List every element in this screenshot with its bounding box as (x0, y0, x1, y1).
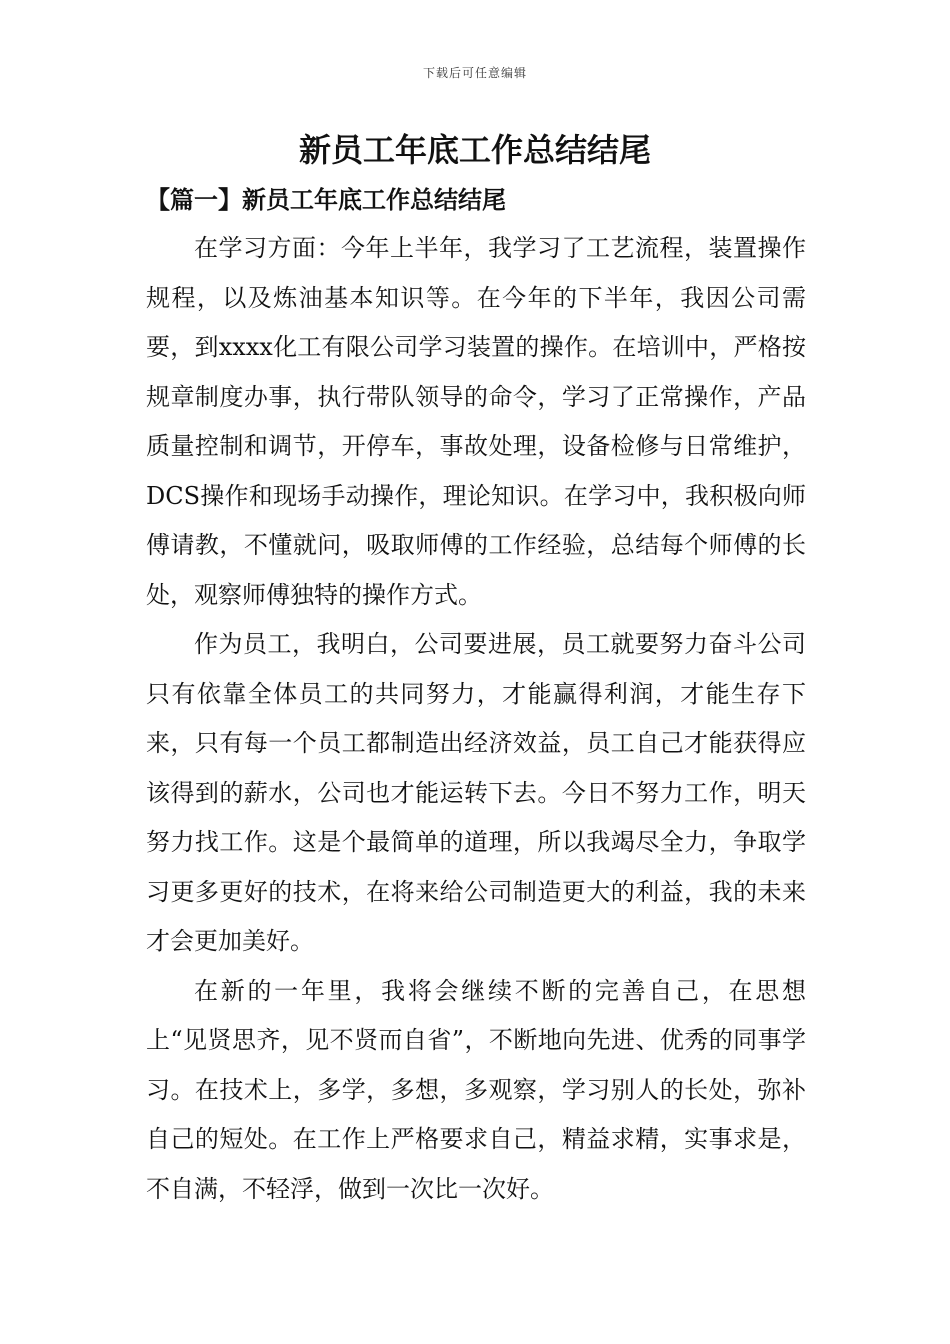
document-title: 新员工年底工作总结结尾 (298, 131, 651, 169)
section-heading: 【篇一】新员工年底工作总结结尾 (146, 185, 506, 214)
paragraph-3: 在新的一年里，我将会继续不断的完善自己，在思想上“见贤思齐，见不贤而自省”，不断地向先进、优秀的同事学习。在技术上，多学，多想，多观察，学习别人的长处，弥补自己的短处。在工作上严格要求自己，精益求精，实事求是，不自满，不轻浮，做到一次比一次好。 (146, 976, 806, 1203)
paragraph-2: 作为员工，我明白，公司要进展，员工就要努力奋斗公司只有依靠全体员工的共同努力，才能赢得利润，才能生存下来，只有每一个员工都制造出经济效益，员工自己才能获得应该得到的薪水，公司也才能运转下去。今日不努力工作，明天努力找工作。这是个最简单的道理，所以我竭尽全力，争取学习更多更好的技术，在将来给公司制造更大的利益，我的未来才会更加美好。 (146, 630, 806, 955)
paragraph-1: 在学习方面：今年上半年，我学习了工艺流程，装置操作规程，以及炼油基本知识等。在今年的下半年，我因公司需要，到xxxx化工有限公司学习装置的操作。在培训中，严格按规章制度办事，执行带队领导的命令，学习了正常操作，产品质量控制和调节，开停车，事故处理，设备检修与日常维护，DCS操作和现场手动操作，理论知识。在学习中，我积极向师傅请教，不懂就问，吸取师傅的工作经验，总结每个师傅的长处，观察师傅独特的操作方式。 (146, 234, 806, 609)
header-note: 下载后可任意编辑 (422, 66, 527, 80)
document-body (146, 224, 806, 1214)
